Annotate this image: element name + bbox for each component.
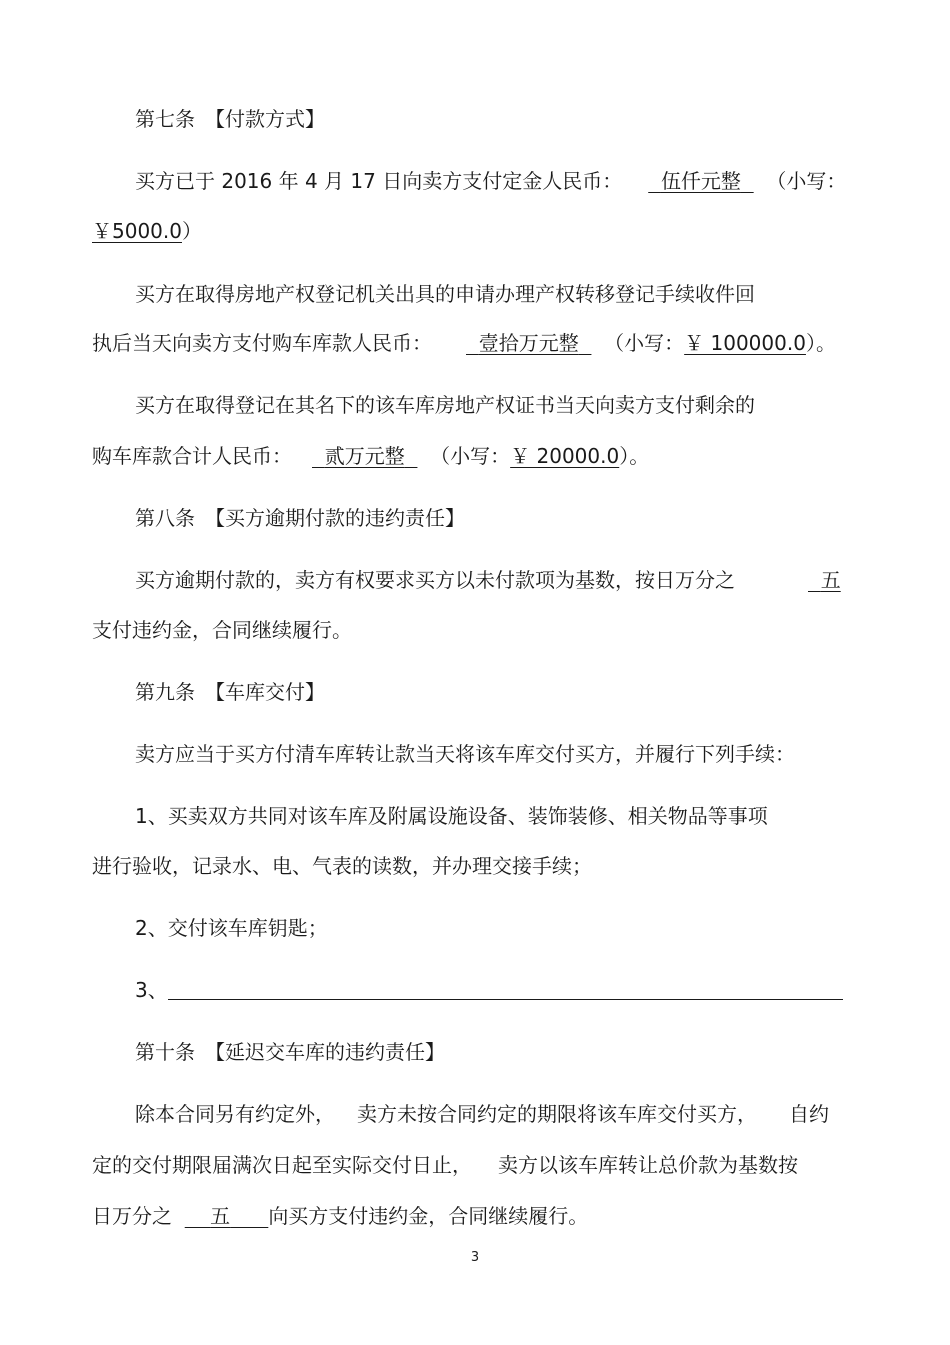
article7-p1-text-b: （小写： (766, 169, 847, 193)
article8-p1-line2: 支付违约金，合同继续履行。 (92, 618, 352, 642)
delay-penalty-rate: 五 (210, 1204, 231, 1228)
article10-line1-a: 除本合同另有约定外， (135, 1102, 335, 1126)
item3-blank-line (168, 999, 843, 1000)
article9-item1-line2: 进行验收，记录水、电、气表的读数，并办理交接手续； (92, 854, 592, 878)
article9-item3-label: 3、 (135, 978, 168, 1002)
article10-line2-b: 卖方以该车库转让总价款为基数按 (498, 1153, 798, 1177)
article7-p2-text-a: 执后当天向卖方支付购车库款人民币： (92, 331, 432, 355)
article9-item2: 2、交付该车库钥匙； (135, 916, 328, 940)
article10-line3-a: 日万分之 (92, 1204, 172, 1228)
article7-p2-line2 (92, 330, 836, 356)
remaining-amount-number: ￥ 20000.0 (510, 444, 620, 468)
article10-line3-b: 向买方支付违约金，合同继续履行。 (268, 1204, 589, 1228)
article7-p3-text-a: 购车库款合计人民币： (92, 444, 292, 468)
remaining-amount-chinese: 贰万元整 (324, 444, 405, 468)
article7-heading: 第七条 【付款方式】 (135, 107, 325, 131)
purchase-amount-number: ￥ 100000.0 (684, 331, 806, 355)
article9-item3 (135, 977, 168, 1003)
article10-line2-a: 定的交付期限届满次日起至实际交付日止， (92, 1153, 472, 1177)
article7-p2-text-c: ）。 (805, 331, 836, 355)
article7-p2-line1: 买方在取得房地产权登记机关出具的申请办理产权转移登记手续收件回 (135, 282, 755, 306)
article8-p1-line1: 买方逾期付款的，卖方有权要求买方以未付款项为基数，按日万分之 (135, 568, 735, 592)
article7-p1-text-c: ） (181, 219, 202, 243)
article7-p1-line2 (92, 218, 202, 244)
deposit-amount-chinese: 伍仟元整 (660, 169, 741, 193)
article9-heading: 第九条 【车库交付】 (135, 680, 325, 704)
late-payment-rate: 五 (820, 568, 841, 592)
article10-line1-b: 卖方未按合同约定的期限将该车库交付买方， (357, 1102, 757, 1126)
article7-p1-text-a: 买方已于 2016 年 4 月 17 日向卖方支付定金人民币： (135, 169, 623, 193)
article10-line1 (135, 1101, 829, 1127)
article7-p3-text-c: ）。 (619, 444, 650, 468)
article8-heading: 第八条 【买方逾期付款的违约责任】 (135, 506, 465, 530)
article10-line1-c: 自约 (789, 1102, 829, 1126)
article10-heading: 第十条 【延迟交车库的违约责任】 (135, 1040, 445, 1064)
purchase-amount-chinese: 壹拾万元整 (478, 331, 579, 355)
article7-p3-line1: 买方在取得登记在其名下的该车库房地产权证书当天向卖方支付剩余的 (135, 393, 755, 417)
article7-p3-text-b: （小写： (430, 444, 511, 468)
article9-item1-line1: 1、买卖双方共同对该车库及附属设施设备、装饰装修、相关物品等事项 (135, 804, 768, 828)
article10-line2 (92, 1152, 798, 1178)
page-number: 3 (470, 1250, 480, 1265)
article9-intro: 卖方应当于买方付清车库转让款当天将该车库交付买方，并履行下列手续： (135, 742, 795, 766)
article7-p3-line2 (92, 443, 649, 469)
article7-p2-text-b: （小写： (604, 331, 685, 355)
article7-p1-line1 (135, 168, 846, 194)
deposit-amount-number: ￥5000.0 (92, 219, 182, 243)
article10-line3 (92, 1203, 588, 1229)
